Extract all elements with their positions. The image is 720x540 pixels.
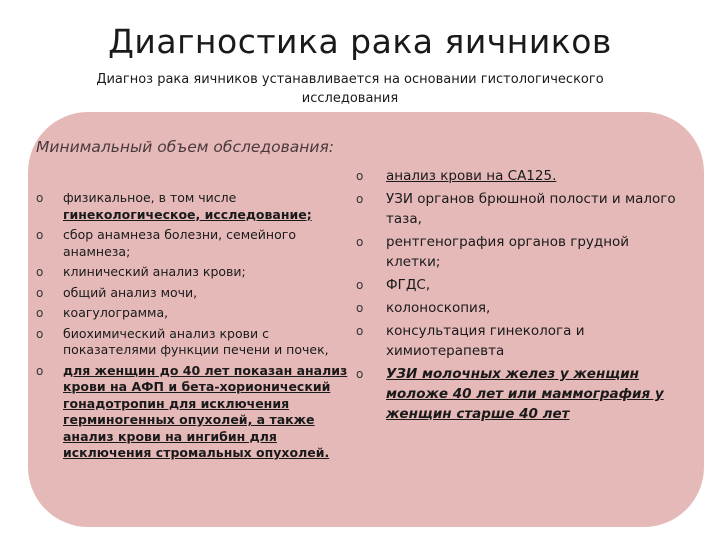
list-item-text: ФГДС, bbox=[386, 277, 431, 293]
bullet-icon: o bbox=[356, 169, 364, 183]
list-item bbox=[356, 232, 676, 272]
bullet-icon: o bbox=[356, 367, 364, 381]
list-item-text: физикальное, в том числе bbox=[63, 190, 237, 205]
list-item bbox=[36, 363, 360, 462]
list-item bbox=[36, 227, 360, 260]
list-item-text: коагулограмма, bbox=[63, 305, 169, 320]
list-item-text: сбор анамнеза болезни, семейного анамнеза; bbox=[63, 227, 296, 259]
page-subtitle: Диагноз рака яичников устанавливается на основании гистологического исследования bbox=[96, 72, 604, 106]
bullet-icon: o bbox=[36, 228, 44, 242]
list-item bbox=[356, 298, 676, 318]
left-heading: Минимальный объем обследования: bbox=[36, 138, 335, 156]
bullet-icon: o bbox=[356, 324, 364, 338]
bullet-icon: o bbox=[36, 363, 44, 378]
list-item-text-underlined: УЗИ молочных желез у женщин моложе 40 лет или маммография у женщин старше 40 лет bbox=[386, 366, 664, 422]
list-item bbox=[356, 189, 676, 229]
list-item bbox=[36, 285, 360, 302]
list-item-text-underlined: гинекологическое, исследование; bbox=[63, 206, 312, 222]
right-list bbox=[356, 166, 676, 427]
bullet-icon: o bbox=[36, 306, 44, 320]
list-item bbox=[36, 264, 360, 281]
list-item bbox=[36, 305, 360, 322]
list-item-text: УЗИ органов брюшной полости и малого таза, bbox=[386, 191, 676, 227]
list-item-text: анализ крови на СА125. bbox=[386, 168, 557, 184]
list-item bbox=[356, 275, 676, 295]
bullet-icon: o bbox=[36, 265, 44, 279]
list-item bbox=[36, 326, 360, 359]
list-item-text: биохимический анализ крови с показателями функции печени и почек, bbox=[63, 325, 329, 357]
list-item-text: колоноскопия, bbox=[386, 300, 491, 316]
page-title: Диагностика рака яичников bbox=[108, 22, 612, 61]
list-item-text: консультация гинеколога и химиотерапевта bbox=[386, 323, 585, 359]
bullet-icon: o bbox=[356, 235, 364, 249]
list-item bbox=[356, 166, 676, 186]
list-item bbox=[356, 364, 676, 424]
bullet-icon: o bbox=[36, 191, 44, 205]
bullet-icon: o bbox=[356, 192, 364, 206]
bullet-icon: o bbox=[36, 326, 44, 341]
left-list bbox=[36, 190, 360, 466]
bullet-icon: o bbox=[36, 285, 44, 300]
bullet-icon: o bbox=[356, 278, 364, 292]
list-item bbox=[356, 321, 676, 361]
list-item-text-underlined: для женщин до 40 лет показан анализ крови на АФП и бета-хорионический гонадотропин для исключения герминогенных опухолей, а также анализ крови на ингибин для исключения стромальных опухолей. bbox=[63, 362, 348, 460]
list-item-text: общий анализ мочи, bbox=[63, 284, 198, 300]
list-item-text: клинический анализ крови; bbox=[63, 264, 246, 279]
list-item bbox=[36, 190, 360, 223]
list-item-text: рентгенография органов грудной клетки; bbox=[386, 234, 630, 270]
bullet-icon: o bbox=[356, 301, 364, 315]
